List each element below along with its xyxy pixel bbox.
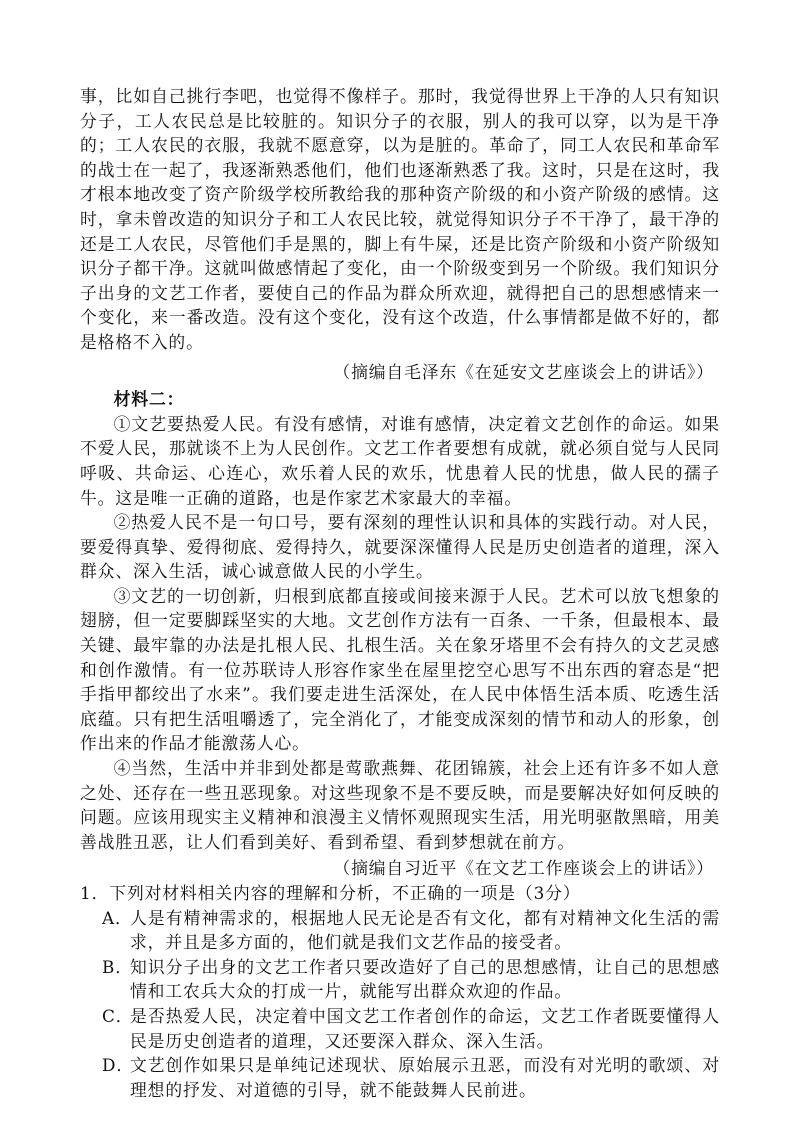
option-text: 知识分子出身的文艺工作者只要改造好了自己的思想感情，让自己的思想感情和工农兵大众的打成一片，就能写出群众欢迎的作品。 — [130, 956, 720, 1002]
option-letter: A． — [102, 907, 133, 928]
question-1-option-d — [80, 1053, 720, 1102]
option-letter: C． — [102, 1005, 134, 1026]
question-1-option-b — [80, 955, 720, 1004]
material2-heading: 材料二： — [113, 389, 185, 410]
material2-paragraph-2: ②热爱人民不是一句口号，要有深刻的理性认识和具体的实践行动。对人民，要爱得真挚、爱得彻底、爱得持久，就要深深懂得人民是历史创造者的道理，深入群众、深入生活，诚心诚意做人民的小学生。 — [80, 512, 720, 582]
question-1-option-a — [80, 906, 720, 955]
option-letter: B． — [102, 956, 133, 977]
question-1-stem: 1．下列对材料相关内容的理解和分析，不正确的一项是（3分） — [80, 883, 581, 903]
material2-paragraph-3: ③文艺的一切创新，归根到底都直接或间接来源于人民。艺术可以放飞想象的翅膀，但一定要脚踩坚实的大地。文艺创作方法有一百条、一千条，但最根本、最关键、最牢靠的办法是扎根人民、扎根生活。关在象牙塔里不会有持久的文艺灵感和创作激情。有一位苏联诗人形容作家坐在屋里挖空心思写不出东西的窘态是“把手指甲都绞出了水来”。我们要走进生活深处，在人民中体悟生活本质、吃透生活底蕴。只有把生活咀嚼透了，完全消化了，才能变成深刻的情节和动人的形象，创作出来的作品才能激荡人心。 — [80, 585, 720, 754]
material1-continuation: 事，比如自己挑行李吧，也觉得不像样子。那时，我觉得世界上干净的人只有知识分子，工人农民总是比较脏的。知识分子的衣服，别人的我可以穿，以为是干净的；工人农民的衣服，我就不愿意穿，以为是脏的。革命了，同工人农民和革命军的战士在一起了，我逐渐熟悉他们，他们也逐渐熟悉了我。这时，只是在这时，我才根本地改变了资产阶级学校所教给我的那种资产阶级的和小资产阶级的感情。这时，拿未曾改造的知识分子和工人农民比较，就觉得知识分子不干净了，最干净的还是工人农民，尽管他们手是黑的，脚上有牛屎，还是比资产阶级和小资产阶级知识分子都干净。这就叫做感情起了变化，由一个阶级变到另一个阶级。我们知识分子出身的文艺工作者，要使自己的作品为群众所欢迎，就得把自己的思想感情来一个变化，来一番改造。没有这个变化，没有这个改造，什么事情都是做不好的，都是格格不入的。 — [80, 86, 720, 352]
option-text: 是否热爱人民，决定着中国文艺工作者创作的命运，文艺工作者既要懂得人民是历史创造者的道理，又还要深入群众、深入生活。 — [130, 1005, 720, 1051]
exam-page — [80, 84, 720, 1102]
option-text: 文艺创作如果只是单纯记述现状、原始展示丑恶，而没有对光明的歌颂、对理想的抒发、对道德的引导，就不能鼓舞人民前进。 — [130, 1055, 720, 1100]
material2-source: （摘编自习近平《在文艺工作座谈会上的讲话》） — [333, 858, 714, 879]
material1-source: （摘编自毛泽东《在延安文艺座谈会上的讲话》） — [333, 361, 714, 382]
option-text: 人是有精神需求的，根据地人民无论是否有文化，都有对精神文化生活的需求，并且是多方面的，他们就是我们文艺作品的接受者。 — [130, 907, 720, 953]
material2-paragraph-4: ④当然，生活中并非到处都是莺歌燕舞、花团锦簇，社会上还有许多不如人意之处、还存在一些丑恶现象。对这些现象不是不要反映，而是要解决好如何反映的问题。应该用现实主义精神和浪漫主义情怀观照现实生活，用光明驱散黑暗，用美善战胜丑恶，让人们看到美好、看到希望、看到梦想就在前方。 — [80, 758, 720, 852]
question-1-option-c — [80, 1004, 720, 1053]
material2-paragraph-1: ①文艺要热爱人民。有没有感情，对谁有感情，决定着文艺创作的命运。如果不爱人民，那就谈不上为人民创作。文艺工作者要想有成就，就必须自觉与人民同呼吸、共命运、心连心，欢乐着人民的欢乐，忧患着人民的忧患，做人民的孺子牛。这是唯一正确的道路，也是作家艺术家最大的幸福。 — [80, 413, 720, 508]
option-letter: D． — [102, 1055, 135, 1076]
